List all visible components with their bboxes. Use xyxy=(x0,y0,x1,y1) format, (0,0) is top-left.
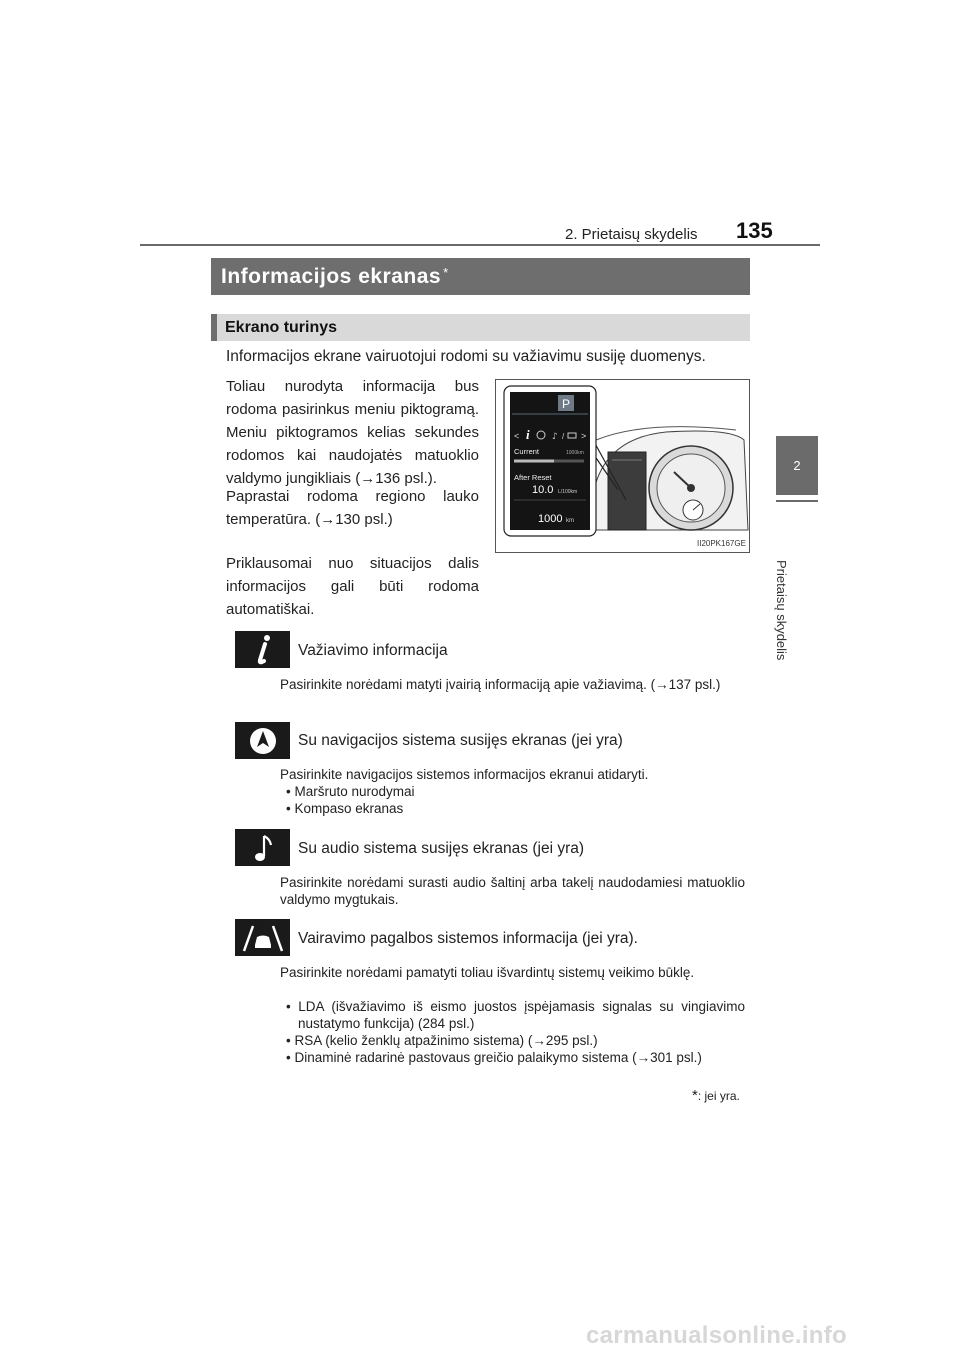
bullet-text: Maršruto nurodymai xyxy=(294,784,415,799)
watermark: carmanualsonline.info xyxy=(586,1322,848,1349)
item-desc-driving-assist: Pasirinkite norėdami pamatyti toliau išvardintų sistemų veikimo būklę. xyxy=(280,965,695,980)
footnote xyxy=(692,1087,740,1104)
navigation-icon xyxy=(248,726,278,756)
chapter-label: Prietaisų skydelis xyxy=(774,560,789,661)
footnote-mark: * xyxy=(692,1087,698,1104)
svg-text:>: > xyxy=(581,431,587,441)
svg-text:L/100km: L/100km xyxy=(558,489,578,495)
navigation-bullet-list xyxy=(284,783,745,817)
svg-text:10.0: 10.0 xyxy=(532,484,554,496)
list-item: • LDA (išvažiavimo iš eismo juostos įspėjamasis signalas su vingiavimo nustatymo funkcija) (284 psl.) xyxy=(286,999,745,1031)
chapter-number: 2 xyxy=(793,458,801,473)
list-item: • Kompaso ekranas xyxy=(286,801,404,816)
subsection-title-text: Ekrano turinys xyxy=(225,318,338,336)
section-title-text: Informacijos ekranas xyxy=(221,264,442,288)
svg-text:<: < xyxy=(514,431,520,441)
side-tab-rule xyxy=(776,500,818,502)
svg-text:km: km xyxy=(566,518,574,524)
svg-text:P: P xyxy=(561,397,571,411)
item-desc-audio: Pasirinkite norėdami surasti audio šaltinį arba takelį naudodamiesi matuoklio valdymo mygtukais. xyxy=(280,875,745,907)
driving-assist-icon xyxy=(241,923,285,953)
list-item: • Dinaminė radarinė pastovaus greičio palaikymo sistema (→301 psl.) xyxy=(286,1050,702,1065)
bullet-text: Kompaso ekranas xyxy=(294,801,404,816)
chapter-tab xyxy=(776,436,818,495)
driving-assist-bullet-list xyxy=(284,998,745,1066)
item-title-driving-assist: Vairavimo pagalbos sistemos informacija (jei yra). xyxy=(298,930,638,947)
item-title-driving-info: Važiavimo informacija xyxy=(298,642,448,659)
svg-text:/: / xyxy=(562,432,565,441)
section-title-mark: * xyxy=(443,265,449,280)
item-desc-navigation: Pasirinkite navigacijos sistemos informacijos ekranui atidaryti. xyxy=(280,767,649,782)
svg-text:1000km: 1000km xyxy=(566,450,584,456)
list-item: • RSA (kelio ženklų atpažinimo sistema) (→295 psl.) xyxy=(286,1033,598,1048)
paragraph-auto-display: Priklausomai nuo situacijos dalis informacijos gali būti rodoma automatiškai. xyxy=(226,555,479,618)
item-desc-driving-info: Pasirinkite norėdami matyti įvairią informaciją apie važiavimą. (→137 psl.) xyxy=(280,677,721,692)
info-icon xyxy=(248,634,278,666)
audio-icon-box xyxy=(235,829,290,866)
page-number: 135 xyxy=(736,218,773,243)
instrument-cluster-illustration xyxy=(496,380,749,552)
svg-text:Current: Current xyxy=(514,447,540,456)
driving-assist-icon-box xyxy=(235,919,290,956)
section-title xyxy=(211,258,750,295)
footnote-text: : jei yra. xyxy=(697,1089,740,1103)
subsection-title xyxy=(211,314,750,341)
navigation-icon-box xyxy=(235,722,290,759)
info-icon-box xyxy=(235,631,290,668)
paragraph-menu-icons: Toliau nurodyta informacija bus rodoma pasirinkus meniu piktogramą. Meniu piktogramos kelias sekundes rodomos kai naudojatės matuoklio valdymo jungikliais (→136 psl.). xyxy=(226,378,479,487)
header-rule xyxy=(140,244,820,246)
list-item: • Maršruto nurodymai xyxy=(286,784,415,799)
svg-text:♪: ♪ xyxy=(552,432,558,442)
intro-text: Informacijos ekrane vairuotojui rodomi su važiavimu susiję duomenys. xyxy=(226,348,706,365)
item-title-audio: Su audio sistema susijęs ekranas (jei yra) xyxy=(298,840,585,857)
bullet-text: RSA (kelio ženklų atpažinimo sistema) (→295 psl.) xyxy=(294,1033,598,1048)
svg-text:1000: 1000 xyxy=(538,513,563,525)
running-header-section: 2. Prietaisų skydelis xyxy=(565,226,698,243)
svg-text:i: i xyxy=(526,427,530,442)
svg-text:After Reset: After Reset xyxy=(514,473,552,482)
bullet-text: LDA (išvažiavimo iš eismo juostos įspėjamasis signalas su vingiavimo nustatymo funkcija) (284 psl.) xyxy=(298,999,745,1031)
audio-note-icon xyxy=(250,833,276,863)
paragraph-temperature: Paprastai rodoma regiono lauko temperatūra. (→130 psl.) xyxy=(226,488,479,528)
item-title-navigation: Su navigacijos sistema susijęs ekranas (jei yra) xyxy=(298,732,623,749)
bullet-text: Dinaminė radarinė pastovaus greičio palaikymo sistema (→301 psl.) xyxy=(294,1050,702,1065)
instrument-cluster-figure xyxy=(495,379,750,553)
figure-code: II20PK167GE xyxy=(697,539,746,548)
